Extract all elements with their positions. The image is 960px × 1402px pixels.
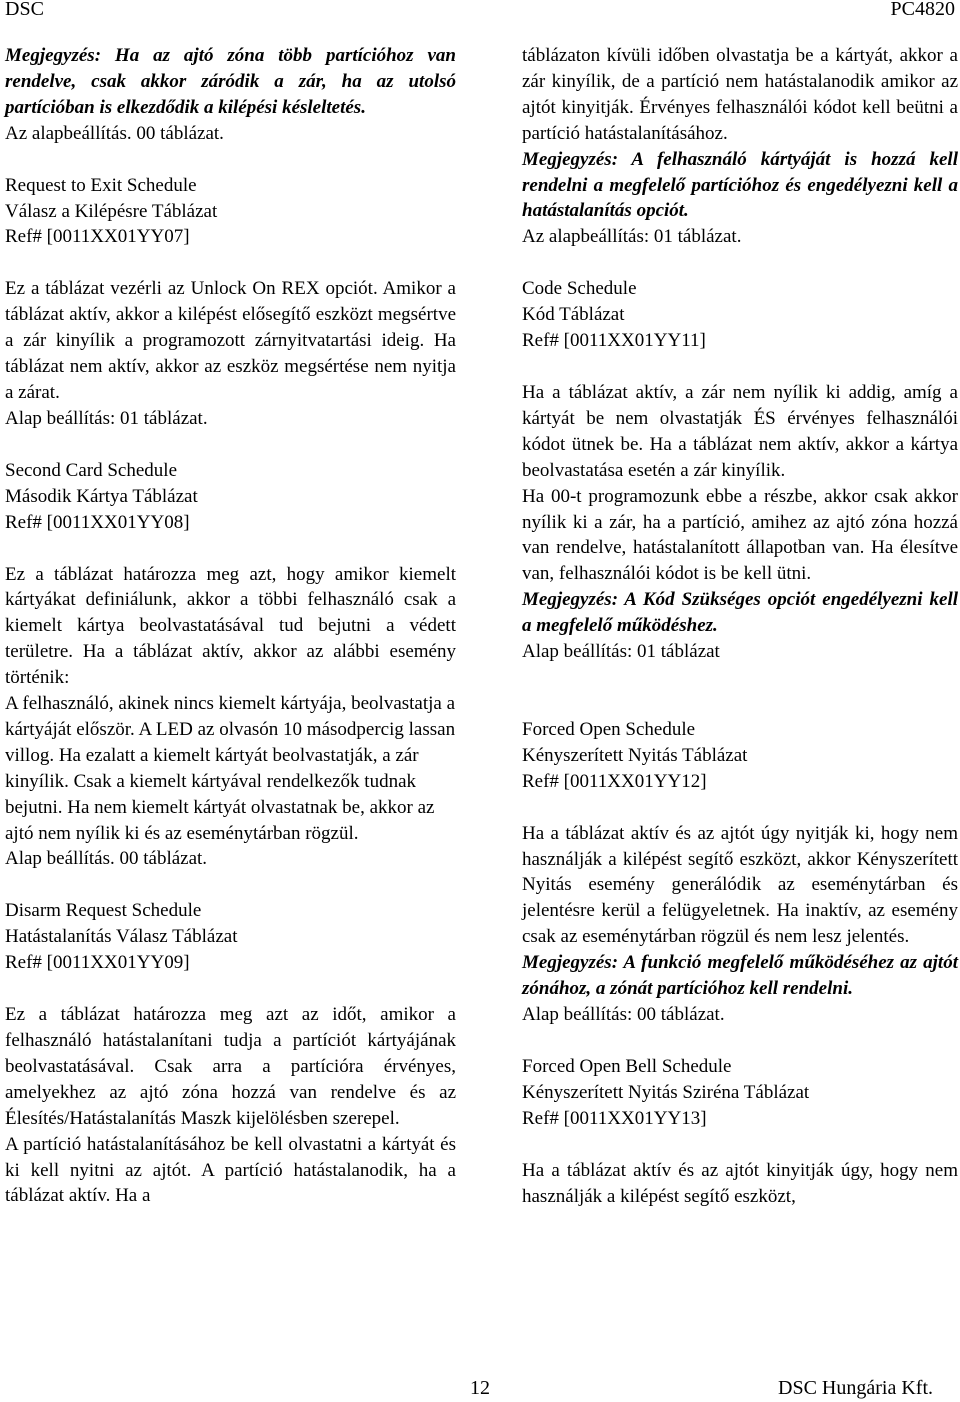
- section-ref: Ref# [0011XX01YY07]: [5, 226, 190, 248]
- section-body: A felhasználó, akinek nincs kiemelt kártyája, beolvastatja a kártyáját először. A LED az olvasón 10 másodpercig lassan villog. Ha ezalatt a kiemelt kártyát beolvastatják, a zár kinyílik. Csak a kiemelt kártyával rendelkezők tudnak bejutni. Ha nem kiemelt kártyát olvastatnak be, akkor az ajtó nem nyílik ki és az eseménytárban rögzül.: [5, 693, 456, 844]
- default-value: Az alapbeállítás: 01 táblázat.: [522, 226, 742, 248]
- section-title-hu: Második Kártya Táblázat: [5, 485, 198, 507]
- section-ref: Ref# [0011XX01YY08]: [5, 511, 190, 533]
- section-title-hu: Kód Táblázat: [522, 304, 625, 326]
- default-value: Alap beállítás: 00 táblázat.: [522, 1004, 725, 1025]
- section-body: Ha 00-t programozunk ebbe a részbe, akkor csak akkor nyílik ki a zár, ha a partíció, amihez az ajtó zóna hozzá van rendelve, hatástalanított állapotban van. Ha élesítve van, felhasználói kódot is be kell ütni.: [522, 485, 958, 585]
- section-ref: Ref# [0011XX01YY11]: [522, 330, 706, 352]
- section-note: Megjegyzés: A funkció megfelelő működéséhez az ajtót zónához, a zónát partícióhoz kell rendelni.: [522, 952, 958, 1000]
- section-title-en: Disarm Request Schedule: [5, 900, 202, 922]
- section-title-hu: Hatástalanítás Válasz Táblázat: [5, 926, 238, 948]
- section-body: Ez a táblázat határozza meg azt az időt, amikor a felhasználó hatástalanítani tudja a partíciót kártyájának beolvastatásával. Csak arra a partícióra érvényes, amelyekhez az ajtó zóna hozzá van rendelve és az Élesítés/Hatástalanítás Maszk kijelölésben szerepel.: [5, 1004, 456, 1129]
- header-brand: DSC: [5, 0, 44, 20]
- section-body: táblázaton kívüli időben olvastatja be a kártyát, akkor a zár kinyílik, de a partíció nem hatástalanodik amikor az ajtót kinyitják. Érvényes felhasználói kódot kell beütni a partíció hatástalanításához.: [522, 45, 958, 144]
- section-title-en: Second Card Schedule: [5, 459, 178, 481]
- page-number: 12: [470, 1377, 490, 1399]
- section-ref: Ref# [0011XX01YY12]: [522, 770, 707, 792]
- left-column: [5, 43, 456, 1209]
- section-title-hu: Válasz a Kilépésre Táblázat: [5, 200, 218, 222]
- section-title-en: Code Schedule: [522, 278, 637, 300]
- section-body: Ez a táblázat határozza meg azt, hogy amikor kiemelt kártyákat definiálunk, akkor a többi felhasználó csak a kiemelt kártya beolvastatásával tud bejutni a védett területre. Ha a táblázat aktív, akkor az alábbi esemény történik:: [5, 563, 456, 689]
- section-ref: Ref# [0011XX01YY09]: [5, 952, 190, 974]
- section-title-en: Forced Open Bell Schedule: [522, 1055, 732, 1077]
- right-column: [522, 43, 958, 1209]
- section-body: Ez a táblázat vezérli az Unlock On REX opciót. Amikor a táblázat aktív, akkor a kilépést elősegítő eszközt megsértve a zár kinyílik a programozott zárnyitvatartási ideig. Ha táblázat nem aktív, akkor az eszköz megsértése nem nyitja a zárat.: [5, 278, 456, 403]
- section-title-en: Request to Exit Schedule: [5, 174, 197, 196]
- default-value: Alap beállítás. 00 táblázat.: [5, 848, 208, 870]
- default-value: Alap beállítás: 01 táblázat.: [5, 407, 208, 429]
- section-title-hu: Kényszerített Nyitás Sziréna Táblázat: [522, 1081, 810, 1103]
- page-header: [5, 0, 955, 22]
- section-body: Ha a táblázat aktív és az ajtót úgy nyitják ki, hogy nem használják a kilépést segítő eszközt, akkor Kényszerített Nyitás esemény generálódik az eseménytárban és jelentésre kerül a felügyeletnek. Ha inaktív, az esemény csak az eseménytárban rögzül és nem lesz jelentés.: [522, 822, 958, 948]
- note-door-zone-partitions: Megjegyzés: Ha az ajtó zóna több partícióhoz van rendelve, csak akkor záródik a zár, ha az utolsó partícióban is elkezdődik a kilépési késleltetés.: [5, 45, 456, 118]
- section-note: Megjegyzés: A Kód Szükséges opciót engedélyezni kell a megfelelő működéshez.: [522, 589, 958, 637]
- section-title-hu: Kényszerített Nyitás Táblázat: [522, 744, 748, 766]
- section-body: A partíció hatástalanításához be kell olvastatni a kártyát és ki kell nyitni az ajtót. A partíció hatástalanodik, ha a táblázat aktív. Ha a: [5, 1133, 456, 1207]
- company-name: DSC Hungária Kft.: [778, 1377, 933, 1399]
- default-value: Az alapbeállítás. 00 táblázat.: [5, 122, 224, 144]
- default-value: Alap beállítás: 01 táblázat: [522, 641, 720, 663]
- section-title-en: Forced Open Schedule: [522, 718, 696, 740]
- header-model: PC4820: [890, 0, 955, 20]
- section-note: Megjegyzés: A felhasználó kártyáját is hozzá kell rendelni a megfelelő partícióhoz és engedélyezni kell a hatástalanítás opciót.: [522, 148, 958, 222]
- section-body: Ha a táblázat aktív, a zár nem nyílik ki addig, amíg a kártyát be nem olvastatják ÉS érvényes felhasználói kódot ütnek be. Ha a táblázat nem aktív, akkor a kártya beolvastatása esetén a zár kinyílik.: [522, 381, 958, 481]
- section-ref: Ref# [0011XX01YY13]: [522, 1107, 707, 1129]
- section-body: Ha a táblázat aktív és az ajtót kinyitják úgy, hogy nem használják a kilépést segítő eszközt,: [522, 1159, 958, 1207]
